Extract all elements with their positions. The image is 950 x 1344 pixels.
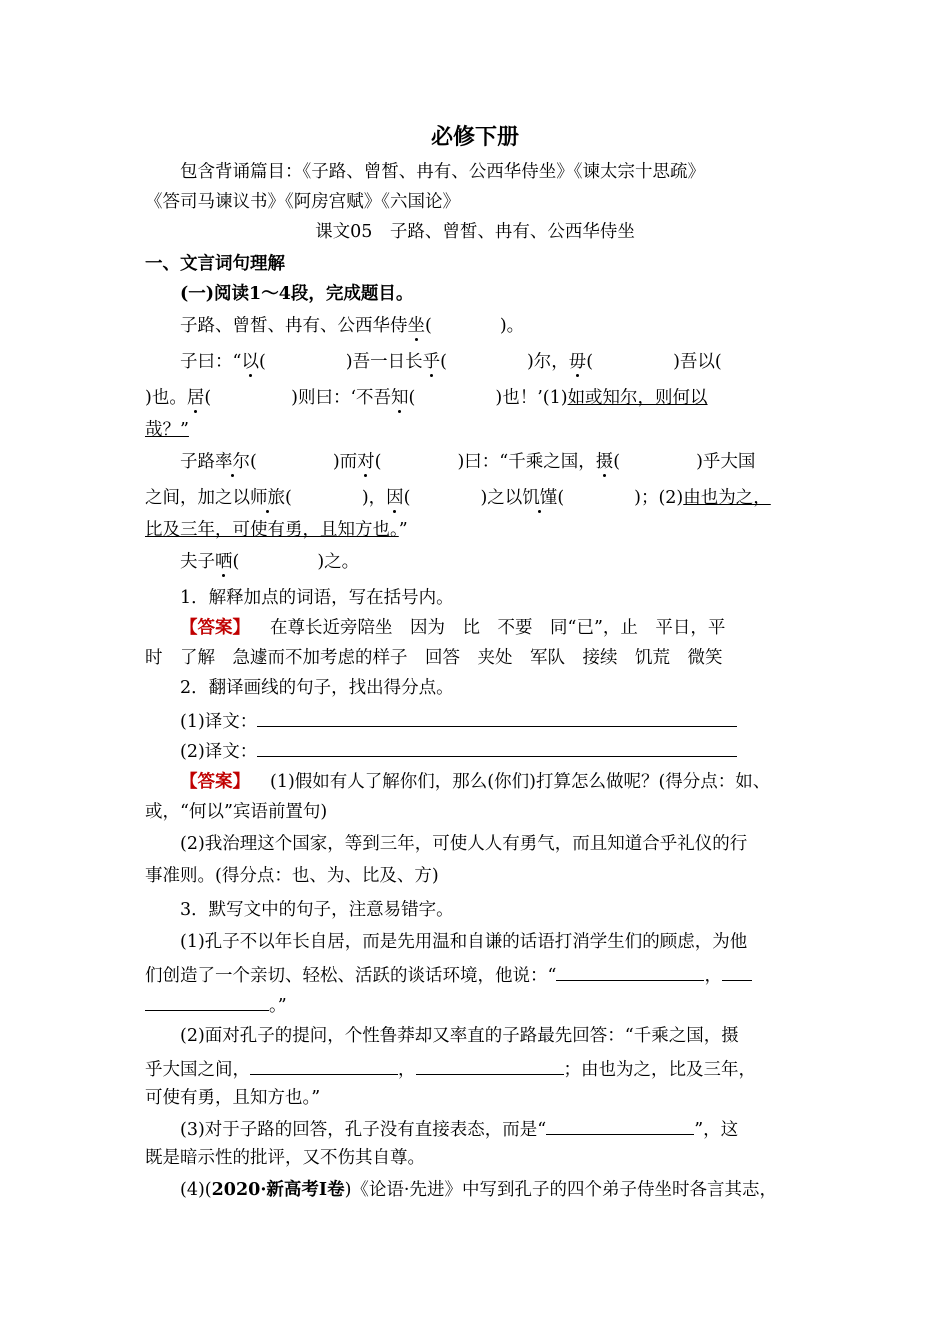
passage-paragraph-2-line-1 — [180, 350, 722, 374]
question-3-4-line-1 — [180, 1178, 777, 1202]
passage-text: 夫子 — [180, 552, 215, 572]
passage-text: 子路、曾皙、冉有、公西华侍 — [180, 316, 408, 336]
question-3-3-line-1 — [180, 1116, 738, 1142]
translation-1-blank[interactable] — [257, 708, 737, 727]
passage-text: )曰：“千乘之国， — [457, 452, 596, 472]
paren-close: )。 — [499, 316, 525, 336]
translation-2-row — [180, 738, 737, 764]
dotted-word: 知 — [391, 388, 409, 408]
question-text: (4)( — [180, 1180, 212, 1200]
dotted-word: 对 — [357, 452, 375, 472]
sentence-number: (2) — [658, 488, 684, 508]
paren-open: ( — [586, 352, 594, 372]
passage-text: 子路 — [180, 452, 215, 472]
paren-open: ( — [374, 452, 382, 472]
underlined-sentence: 哉？” — [145, 420, 189, 440]
question-3-1-line-2 — [145, 962, 752, 988]
question-3-2-line-3: 可使有勇，且知方也。” — [145, 1088, 321, 1108]
dotted-word: 以 — [241, 352, 259, 372]
passage-text: )尔， — [526, 352, 569, 372]
passage-text: ” — [398, 520, 408, 540]
translation-1-label: (1)译文： — [180, 712, 258, 732]
fill-blank[interactable] — [556, 962, 704, 981]
translation-2-label: (2)译文： — [180, 742, 258, 762]
passage-text: )也！’ — [495, 388, 543, 408]
question-text: 。” — [269, 996, 287, 1016]
passage-text: )乎大国 — [696, 452, 756, 472]
fill-blank[interactable] — [416, 1056, 564, 1075]
paren-open: ( — [232, 552, 240, 572]
passage-text: )， — [361, 488, 387, 508]
answer-text: 在尊长近旁陪坐 因为 比 不要 同“已”，止 平日，平 — [270, 618, 726, 638]
answer-label: 【答案】 — [180, 618, 250, 638]
passage-paragraph-3-line-1 — [180, 450, 755, 474]
question-text: 乎大国之间， — [145, 1060, 250, 1080]
paren-open: ( — [285, 488, 292, 508]
question-text: (3)对于子路的回答，孔子没有直接表态，而是“ — [180, 1120, 547, 1140]
passage-paragraph-2-line-3 — [145, 418, 189, 442]
paren-open: ( — [403, 488, 411, 508]
question-3-1-line-3 — [145, 992, 287, 1018]
question-text: 们创造了一个亲切、轻松、活跃的谈话环境，他说：“ — [145, 966, 557, 986]
question-1-answer-line-2: 时 了解 急遽而不加考虑的样子 回答 夹处 军队 接续 饥荒 微笑 — [145, 648, 723, 668]
fill-blank[interactable] — [546, 1116, 694, 1135]
underlined-sentence: 如或知尔，则何以 — [567, 388, 708, 408]
question-text: ；由也为之，比及三年， — [563, 1060, 756, 1080]
passage-paragraph-1 — [180, 314, 524, 338]
passage-paragraph-4 — [180, 550, 359, 574]
paren-open: ( — [408, 388, 416, 408]
paren-open: ( — [258, 352, 266, 372]
dotted-word: 毋 — [568, 352, 587, 372]
fill-blank[interactable] — [250, 1056, 398, 1075]
question-2-answer-line-4: 事准则。(得分点：也、为、比及、方) — [145, 866, 439, 886]
underlined-sentence: 由也为之， — [683, 488, 771, 508]
paren-open: ( — [440, 352, 447, 372]
passage-text: )； — [634, 488, 659, 508]
passage-paragraph-3-line-2 — [145, 486, 771, 510]
dotted-word: 师旅 — [250, 488, 285, 508]
passage-text: )之以 — [480, 488, 523, 508]
question-text: ， — [704, 966, 722, 986]
translation-1-row — [180, 708, 737, 734]
passage-text: )吾一日长 — [345, 352, 423, 372]
question-3-1-line-1: (1)孔子不以年长自居，而是先用温和自谦的话语打消学生们的顾虑，为他 — [180, 932, 748, 952]
underlined-sentence: 比及三年，可使有勇，且知方也。 — [145, 520, 399, 540]
paren-open: ( — [425, 316, 432, 336]
passage-text: )也。 — [145, 388, 187, 408]
lesson-heading: 课文05 子路、曾皙、冉有、公西华侍坐 — [315, 222, 635, 242]
dotted-word: 居 — [186, 388, 205, 408]
question-3-3-line-2: 既是暗示性的批评，又不伤其自尊。 — [145, 1148, 425, 1168]
question-2-answer-line-1 — [180, 770, 770, 794]
sentence-number: (1) — [542, 388, 568, 408]
passage-text: )之。 — [317, 552, 360, 572]
dotted-word: 坐 — [407, 316, 425, 336]
question-1: 1．解释加点的词语，写在括号内。 — [180, 588, 454, 608]
dotted-word: 乎 — [422, 352, 441, 372]
dotted-word: 哂 — [215, 552, 233, 572]
question-2-answer-line-3: (2)我治理这个国家，等到三年，可使人人有勇气，而且知道合乎礼仪的行 — [180, 834, 748, 854]
fill-blank[interactable] — [145, 992, 269, 1011]
passage-paragraph-2-line-2 — [145, 386, 708, 410]
question-text: )《论语·先进》中写到孔子的四个弟子侍坐时各言其志， — [344, 1180, 777, 1200]
question-text: ， — [398, 1060, 416, 1080]
passage-paragraph-3-line-3 — [145, 518, 408, 542]
paren-open: ( — [204, 388, 212, 408]
passage-text: 之间，加之以 — [145, 488, 250, 508]
passage-text: 子曰：“ — [180, 352, 242, 372]
fill-blank[interactable] — [722, 962, 752, 981]
paren-open: ( — [557, 488, 565, 508]
question-text: ”，这 — [694, 1120, 739, 1140]
question-3-2-line-2 — [145, 1056, 756, 1082]
question-3: 3．默写文中的句子，注意易错字。 — [180, 900, 454, 920]
question-2-answer-line-2: 或，“何以”宾语前置句) — [145, 802, 328, 822]
passage-text: )则曰：‘不吾 — [291, 388, 392, 408]
dotted-word: 因 — [386, 488, 404, 508]
intro-line-2: 《答司马谏议书》《阿房宫赋》《六国论》 — [145, 192, 460, 212]
exam-source: 2020·新高考Ⅰ卷 — [211, 1180, 345, 1200]
answer-text: (1)假如有人了解你们，那么(你们)打算怎么做呢？(得分点：如、 — [270, 772, 771, 792]
dotted-word: 摄 — [595, 452, 614, 472]
paren-open: ( — [250, 452, 257, 472]
dotted-word: 率尔 — [215, 452, 250, 472]
intro-line-1: 包含背诵篇目：《子路、曾皙、冉有、公西华侍坐》《谏太宗十思疏》 — [180, 162, 705, 182]
dotted-word: 饥馑 — [522, 488, 558, 508]
question-3-2-line-1: (2)面对孔子的提问，个性鲁莽却又率直的子路最先回答：“千乘之国，摄 — [180, 1026, 739, 1046]
question-1-answer-line-1 — [180, 616, 725, 640]
translation-2-blank[interactable] — [257, 738, 737, 757]
passage-text: )而 — [332, 452, 358, 472]
section-heading: 一、文言词句理解 — [145, 254, 285, 274]
passage-text: )吾以( — [673, 352, 722, 372]
paren-open: ( — [613, 452, 621, 472]
page-title: 必修下册 — [430, 125, 519, 150]
reading-instruction: (一)阅读1～4段，完成题目。 — [180, 284, 414, 304]
question-2: 2．翻译画线的句子，找出得分点。 — [180, 678, 454, 698]
answer-label: 【答案】 — [180, 772, 250, 792]
